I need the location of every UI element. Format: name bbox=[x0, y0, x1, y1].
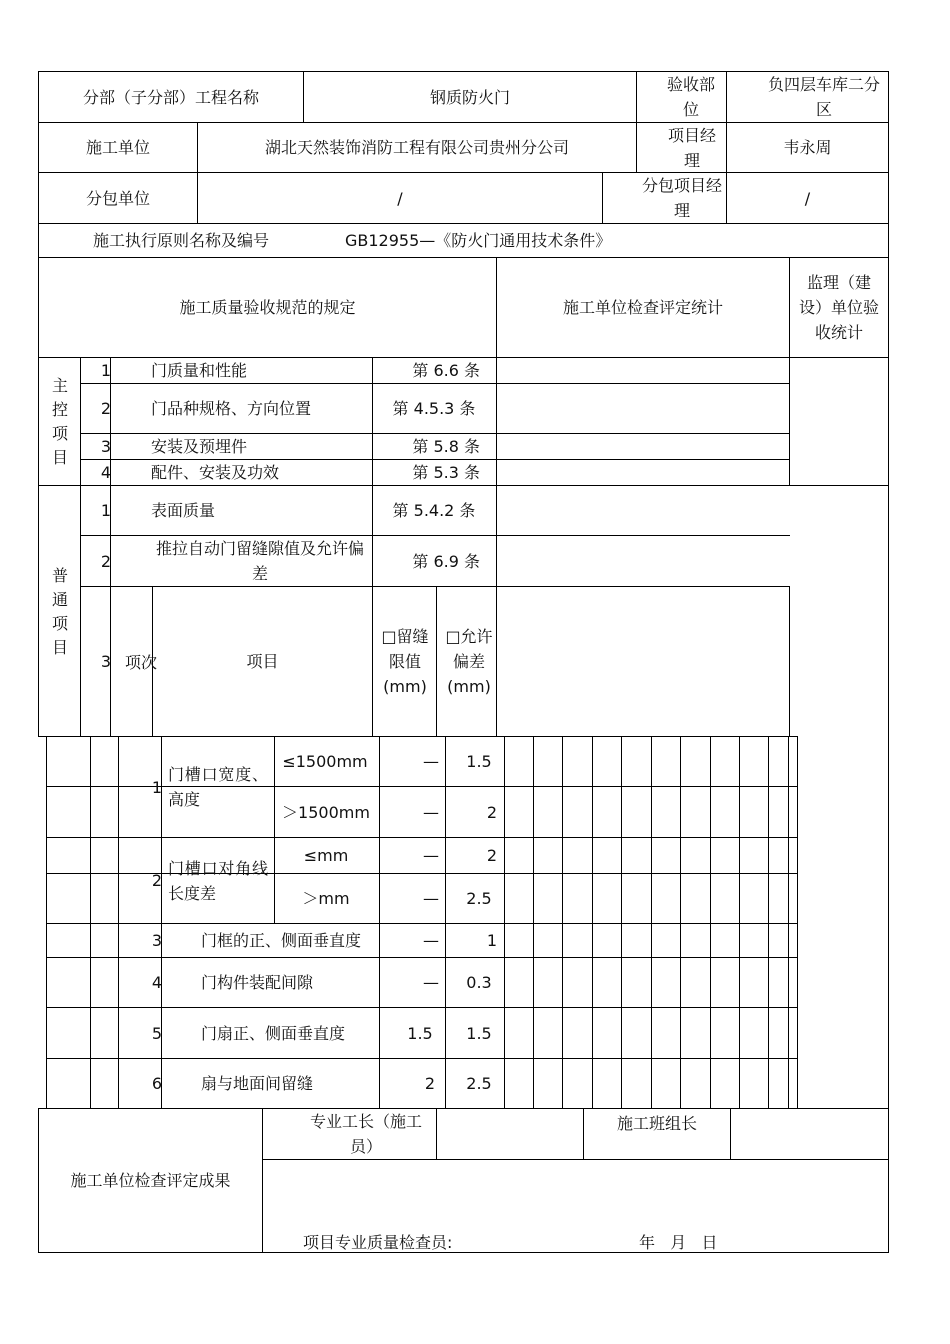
foreman-label: 专业工长（施工员） bbox=[309, 1112, 422, 1156]
row-deviation: 2 bbox=[486, 802, 497, 822]
row-condition: ＞1500mm bbox=[282, 802, 370, 822]
row-name: 门槽口宽度、高度 bbox=[168, 765, 268, 809]
grid-line bbox=[797, 736, 798, 1109]
row-name: 门槽口对角线长度差 bbox=[168, 858, 268, 903]
grid-line bbox=[651, 736, 652, 1109]
inspector-label: 项目专业质量检查员: bbox=[303, 1232, 453, 1252]
subcontractor-label: 分包单位 bbox=[85, 188, 150, 208]
subcontractor-value: / bbox=[397, 188, 403, 208]
grid-line bbox=[372, 357, 373, 737]
grid-line bbox=[262, 1159, 889, 1160]
row-condition: ≤1500mm bbox=[282, 752, 368, 771]
subdivision-value: 钢质防火门 bbox=[429, 87, 510, 107]
grid-line bbox=[739, 736, 740, 1109]
grid-line bbox=[680, 736, 681, 1109]
row-deviation: 1 bbox=[486, 931, 497, 950]
row-condition: ＞mm bbox=[302, 889, 350, 908]
main-item-clause: 第 6.6 条 bbox=[412, 361, 480, 380]
grid-line bbox=[789, 586, 790, 737]
main-item-name: 配件、安装及功效 bbox=[151, 463, 280, 482]
item-header: 项目 bbox=[246, 652, 279, 671]
grid-line bbox=[262, 1108, 263, 1253]
main-item-no: 1 bbox=[100, 361, 112, 380]
general-item-no: 3 bbox=[100, 652, 112, 671]
grid-line bbox=[496, 257, 497, 737]
row-no: 2 bbox=[151, 871, 163, 890]
row-deviation: 1.5 bbox=[466, 1023, 492, 1043]
row-deviation: 2 bbox=[486, 846, 497, 865]
main-item-name: 门品种规格、方向位置 bbox=[151, 399, 312, 418]
row-deviation: 0.3 bbox=[466, 973, 492, 992]
subdivision-label: 分部（子分部）工程名称 bbox=[82, 87, 259, 107]
general-item-no: 1 bbox=[100, 501, 112, 520]
grid-line bbox=[445, 736, 446, 1109]
contractor-label: 施工单位 bbox=[85, 138, 150, 157]
row-gap: 2 bbox=[424, 1074, 435, 1093]
sub-pm-label: 分包项目经理 bbox=[642, 176, 723, 220]
acceptance-part-label: 验收部位 bbox=[666, 75, 715, 119]
contractor-stats-header: 施工单位检查评定统计 bbox=[562, 298, 723, 317]
result-label: 施工单位检查评定成果 bbox=[70, 1171, 231, 1190]
row-no: 6 bbox=[151, 1074, 163, 1093]
grid-line bbox=[710, 736, 711, 1109]
grid-line bbox=[583, 1108, 584, 1159]
grid-line bbox=[730, 1108, 731, 1159]
contractor-value: 湖北天然装饰消防工程有限公司贵州分公司 bbox=[264, 138, 569, 157]
seq-header: 项次 bbox=[124, 652, 157, 672]
main-item-no: 4 bbox=[100, 463, 112, 482]
general-item-name: 表面质量 bbox=[151, 501, 216, 520]
general-group-label: 普通项目 bbox=[51, 566, 68, 657]
supervisor-stats-header: 监理（建设）单位验收统计 bbox=[798, 273, 879, 342]
standard-value: GB12955—《防火门通用技术条件》 bbox=[345, 231, 612, 250]
grid-line bbox=[621, 736, 622, 1109]
project-manager-label: 项目经理 bbox=[667, 125, 716, 170]
standard-label: 施工执行原则名称及编号 bbox=[92, 231, 269, 250]
main-item-clause: 第 5.8 条 bbox=[412, 437, 480, 456]
row-deviation: 2.5 bbox=[466, 1074, 492, 1093]
row-gap: 1.5 bbox=[407, 1023, 433, 1043]
row-name: 门扇正、侧面垂直度 bbox=[201, 1023, 346, 1043]
project-manager-value: 韦永周 bbox=[783, 138, 832, 157]
row-gap: — bbox=[423, 889, 439, 908]
grid-line bbox=[436, 586, 437, 737]
row-no: 5 bbox=[151, 1023, 163, 1043]
grid-line bbox=[80, 357, 81, 737]
general-item-name: 推拉自动门留缝隙值及允许偏差 bbox=[155, 539, 364, 583]
general-item-no: 2 bbox=[100, 551, 112, 571]
deviation-header: □允许偏差(mm) bbox=[445, 627, 493, 696]
row-name: 扇与地面间留缝 bbox=[201, 1074, 314, 1093]
grid-line bbox=[118, 736, 119, 1109]
general-item-clause: 第 5.4.2 条 bbox=[392, 501, 476, 520]
main-item-no: 2 bbox=[100, 399, 112, 418]
row-gap: — bbox=[423, 802, 439, 822]
row-deviation: 1.5 bbox=[466, 752, 492, 771]
grid-line bbox=[788, 736, 789, 1109]
main-control-group-label: 主控项目 bbox=[51, 376, 68, 467]
grid-line bbox=[46, 736, 47, 1109]
main-item-clause: 第 5.3 条 bbox=[412, 463, 480, 482]
acceptance-part-value: 负四层车库二分区 bbox=[767, 75, 880, 119]
row-no: 1 bbox=[151, 777, 163, 797]
row-no: 4 bbox=[151, 973, 163, 992]
grid-line bbox=[303, 71, 304, 122]
grid-line bbox=[38, 1108, 39, 1253]
grid-line bbox=[726, 71, 727, 223]
date-label: 年 月 日 bbox=[639, 1232, 718, 1252]
team-leader-label: 施工班组长 bbox=[616, 1113, 697, 1133]
row-deviation: 2.5 bbox=[466, 889, 492, 908]
grid-line bbox=[768, 736, 769, 1109]
row-condition: ≤mm bbox=[303, 846, 349, 865]
spec-column-header: 施工质量验收规范的规定 bbox=[179, 298, 356, 317]
sub-pm-value: / bbox=[804, 188, 811, 208]
gap-limit-header: □留缝限值(mm) bbox=[381, 627, 429, 696]
main-item-name: 门质量和性能 bbox=[151, 361, 248, 380]
row-name: 门构件装配间隙 bbox=[201, 973, 314, 992]
grid-line bbox=[636, 71, 637, 173]
main-item-name: 安装及预埋件 bbox=[151, 437, 248, 456]
main-item-clause: 第 4.5.3 条 bbox=[392, 399, 476, 418]
grid-line bbox=[602, 172, 603, 223]
row-gap: — bbox=[423, 973, 439, 992]
grid-line bbox=[90, 736, 91, 1109]
grid-line bbox=[592, 736, 593, 1109]
row-gap: — bbox=[423, 846, 439, 865]
grid-line bbox=[436, 1108, 437, 1159]
main-item-no: 3 bbox=[100, 437, 112, 456]
grid-line bbox=[504, 736, 505, 1109]
grid-line bbox=[274, 736, 275, 924]
grid-line bbox=[789, 257, 790, 485]
row-name: 门框的正、侧面垂直度 bbox=[201, 931, 362, 950]
grid-line bbox=[888, 71, 889, 1253]
grid-line bbox=[197, 122, 198, 223]
grid-line bbox=[38, 71, 39, 737]
grid-line bbox=[562, 736, 563, 1109]
row-gap: — bbox=[423, 931, 439, 950]
general-item-clause: 第 6.9 条 bbox=[412, 551, 480, 571]
grid-line bbox=[379, 736, 380, 1109]
grid-line bbox=[533, 736, 534, 1109]
row-gap: — bbox=[423, 752, 439, 771]
row-no: 3 bbox=[151, 931, 163, 950]
